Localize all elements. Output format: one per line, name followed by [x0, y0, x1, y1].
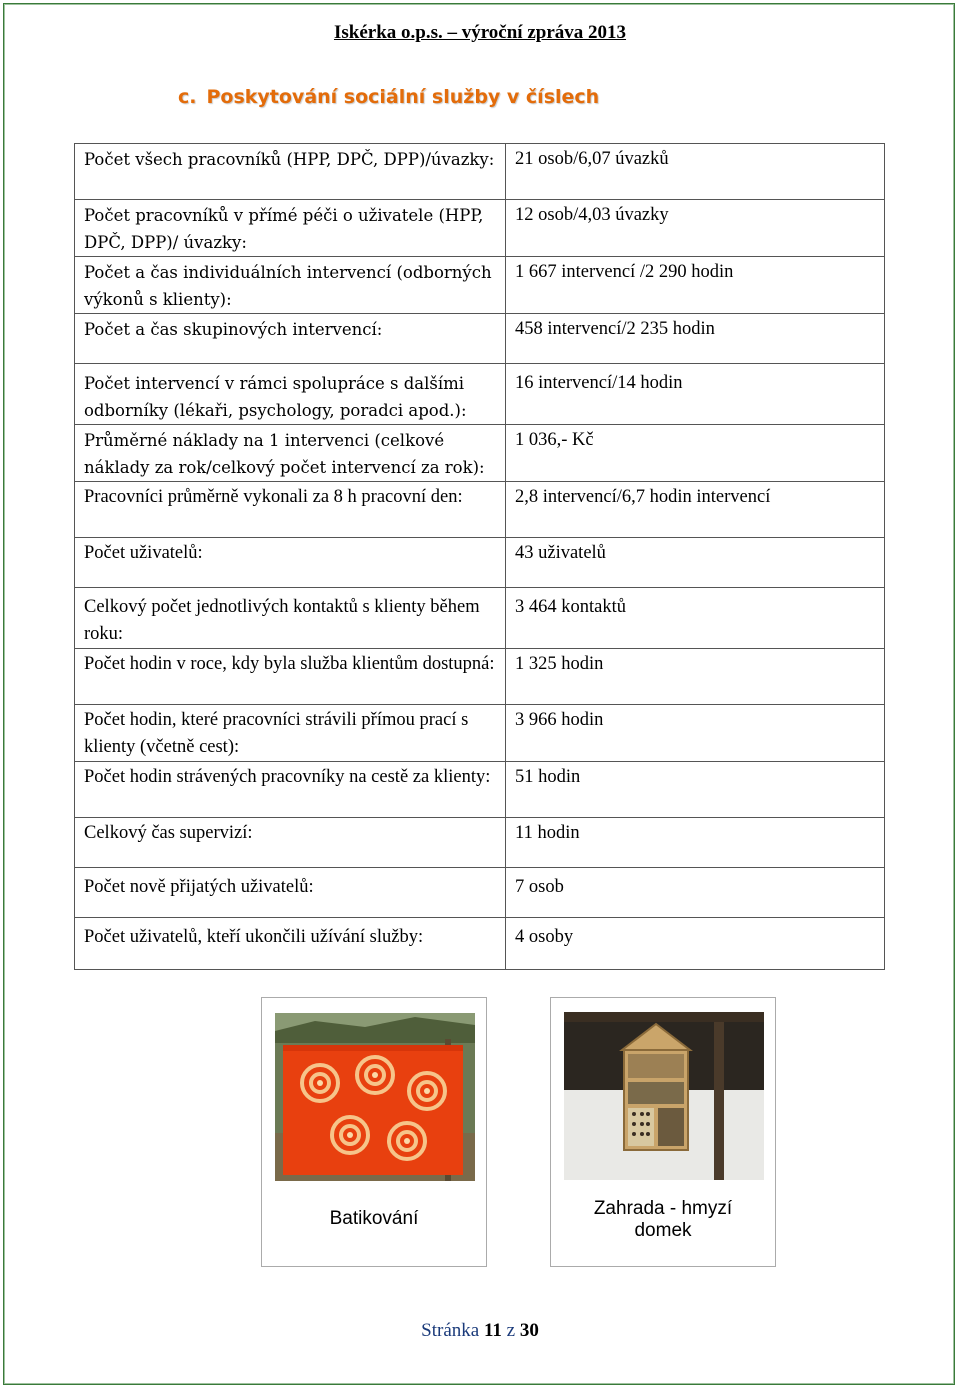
- photo-caption-insect-house: Zahrada - hmyzí domek: [593, 1198, 733, 1241]
- table-row: [75, 918, 885, 970]
- page-header: [0, 22, 960, 44]
- table-row: [75, 257, 885, 314]
- photo-caption-batik: Batikování: [329, 1208, 419, 1229]
- row-value: 3 966 hodin: [506, 705, 885, 762]
- row-label: Počet nově přijatých uživatelů:: [75, 868, 506, 918]
- row-value: 1 036,- Kč: [506, 425, 885, 482]
- table-row: [75, 868, 885, 918]
- footer-prefix: Stránka: [421, 1320, 480, 1341]
- row-label: Počet pracovníků v přímé péči o uživatele (HPP, DPČ, DPP)/ úvazky:: [75, 200, 506, 257]
- table-row: [75, 649, 885, 705]
- section-title: [178, 86, 599, 108]
- row-value: 458 intervencí/2 235 hodin: [506, 314, 885, 364]
- row-label: Počet hodin strávených pracovníky na cestě za klienty:: [75, 762, 506, 818]
- row-value: 2,8 intervencí/6,7 hodin intervencí: [506, 482, 885, 538]
- table-row: [75, 538, 885, 588]
- row-label: Celkový čas supervizí:: [75, 818, 506, 868]
- footer-separator: z: [506, 1320, 516, 1341]
- table-row: [75, 588, 885, 649]
- row-label: Počet a čas individuálních intervencí (odborných výkonů s klienty):: [75, 257, 506, 314]
- row-value: 1 325 hodin: [506, 649, 885, 705]
- row-label: Počet intervencí v rámci spolupráce s dalšími odborníky (lékaři, psychology, poradci apod.):: [75, 364, 506, 425]
- section-number: c.: [178, 86, 197, 108]
- row-label: Počet všech pracovníků (HPP, DPČ, DPP)/úvazky:: [75, 144, 506, 200]
- table-row: [75, 482, 885, 538]
- stats-table: [74, 143, 885, 970]
- header-title: Iskérka o.p.s. – výroční zpráva 2013: [333, 22, 627, 43]
- row-label: Pracovníci průměrně vykonali za 8 h pracovní den:: [75, 482, 506, 538]
- row-label: Počet hodin v roce, kdy byla služba klientům dostupná:: [75, 649, 506, 705]
- row-value: 4 osoby: [506, 918, 885, 970]
- batik-photo: [275, 1013, 475, 1181]
- row-value: 43 uživatelů: [506, 538, 885, 588]
- page-footer: [0, 1320, 960, 1342]
- footer-page-number: 11: [483, 1320, 502, 1341]
- row-value: 11 hodin: [506, 818, 885, 868]
- row-value: 1 667 intervencí /2 290 hodin: [506, 257, 885, 314]
- row-label: Počet hodin, které pracovníci strávili přímou prací s klienty (včetně cest):: [75, 705, 506, 762]
- insect-house-image: [564, 1012, 764, 1180]
- row-value: 21 osob/6,07 úvazků: [506, 144, 885, 200]
- table-row: [75, 705, 885, 762]
- batik-image: [275, 1013, 475, 1181]
- table-row: [75, 818, 885, 868]
- table-row: [75, 144, 885, 200]
- row-value: 3 464 kontaktů: [506, 588, 885, 649]
- table-row: [75, 425, 885, 482]
- table-row: [75, 364, 885, 425]
- table-row: [75, 200, 885, 257]
- row-label: Průměrné náklady na 1 intervenci (celkové náklady za rok/celkový počet intervencí za rok):: [75, 425, 506, 482]
- row-value: 51 hodin: [506, 762, 885, 818]
- row-label: Počet a čas skupinových intervencí:: [75, 314, 506, 364]
- table-row: [75, 314, 885, 364]
- footer-total-pages: 30: [519, 1320, 539, 1341]
- row-value: 12 osob/4,03 úvazky: [506, 200, 885, 257]
- section-title-text: Poskytování sociální služby v číslech: [206, 86, 600, 108]
- row-label: Počet uživatelů, kteří ukončili užívání služby:: [75, 918, 506, 970]
- insect-house-photo: [564, 1012, 764, 1180]
- row-value: 7 osob: [506, 868, 885, 918]
- row-label: Celkový počet jednotlivých kontaktů s klienty během roku:: [75, 588, 506, 649]
- row-value: 16 intervencí/14 hodin: [506, 364, 885, 425]
- table-row: [75, 762, 885, 818]
- row-label: Počet uživatelů:: [75, 538, 506, 588]
